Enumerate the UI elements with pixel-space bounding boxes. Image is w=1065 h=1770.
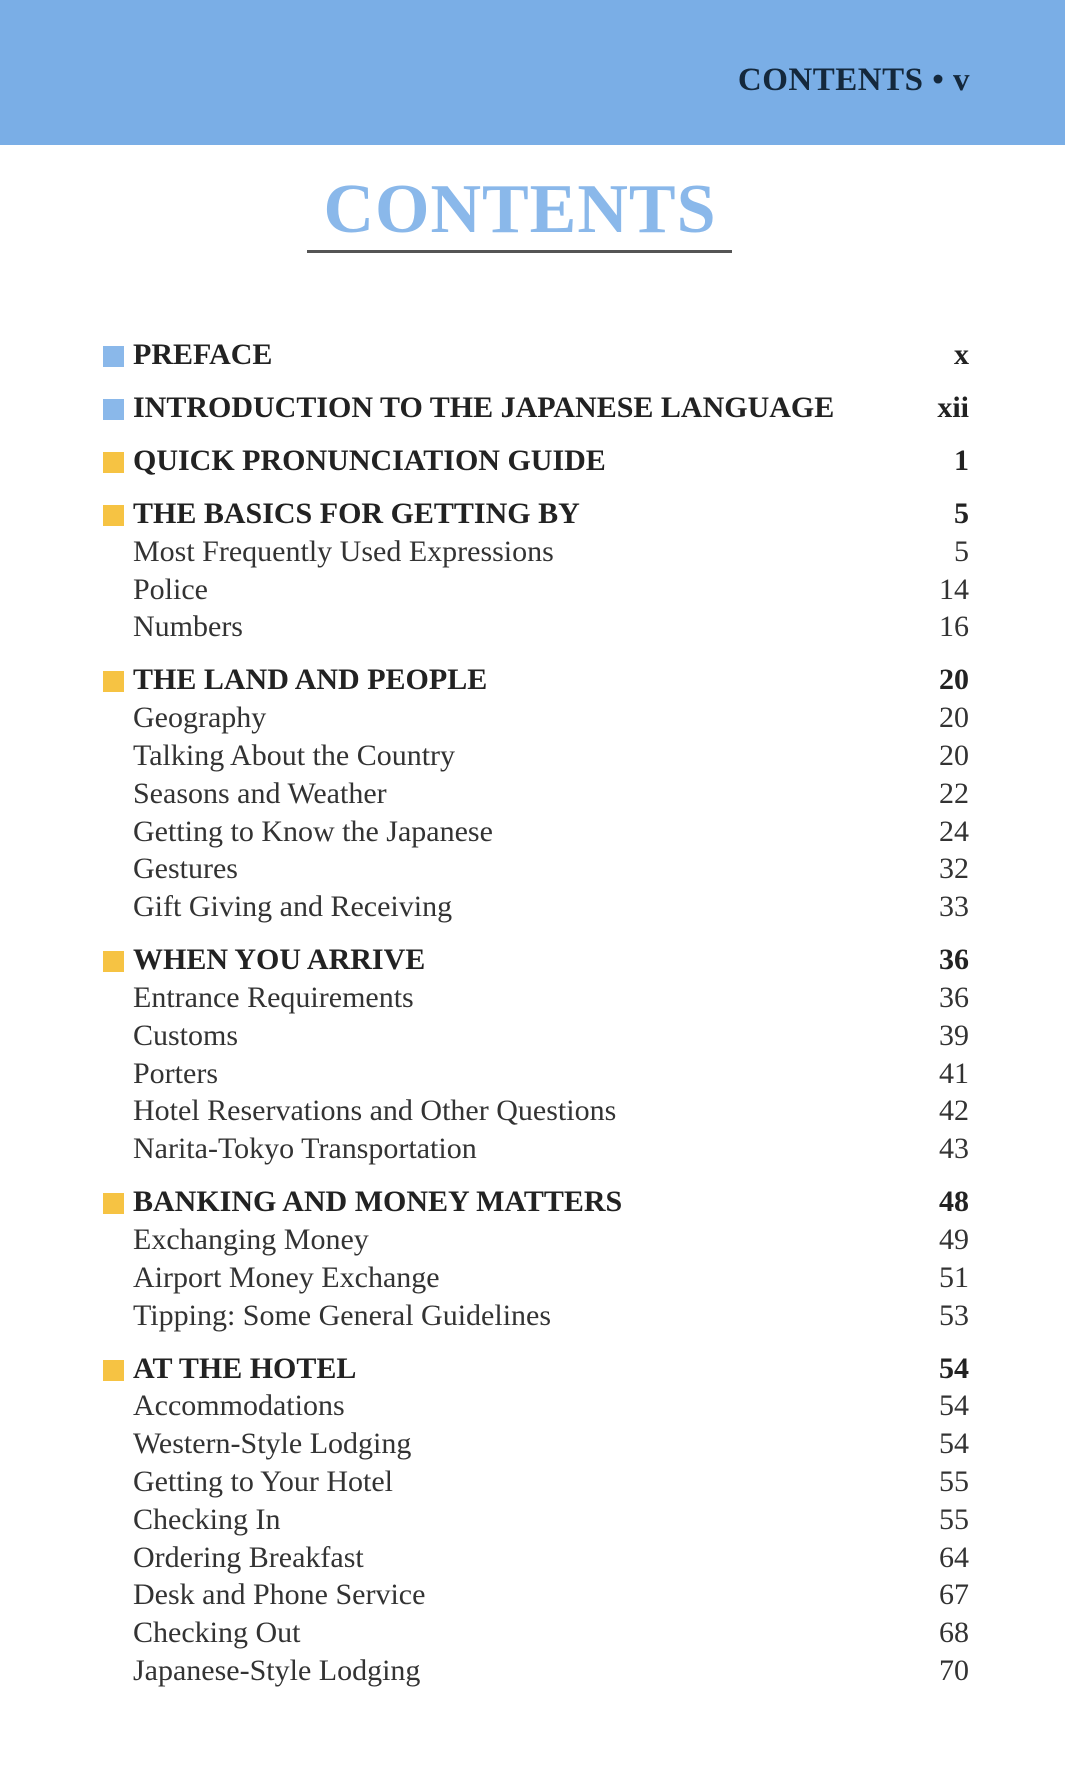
toc-entry[interactable] xyxy=(103,1388,969,1426)
section-title: AT THE HOTEL xyxy=(133,1351,357,1385)
entry-title: Most Frequently Used Expressions xyxy=(133,534,554,568)
entry-page-number: 53 xyxy=(939,1298,969,1332)
entry-page-number: 67 xyxy=(939,1578,969,1612)
entry-title: Police xyxy=(133,572,208,606)
title-underline xyxy=(307,250,732,253)
square-bullet-icon xyxy=(103,399,124,420)
toc-section xyxy=(103,941,969,1168)
entry-title: Customs xyxy=(133,1018,239,1052)
entry-page-number: 41 xyxy=(939,1056,969,1090)
entry-page-number: 43 xyxy=(939,1132,969,1166)
section-page-number: 48 xyxy=(939,1185,969,1219)
section-page-number: x xyxy=(954,338,969,371)
entry-page-number: 24 xyxy=(939,814,969,848)
entry-page-number: 20 xyxy=(939,701,969,735)
entry-title: Gift Giving and Receiving xyxy=(133,890,453,924)
square-bullet-icon xyxy=(103,505,124,526)
toc-entry[interactable] xyxy=(103,1130,969,1168)
toc-section-heading[interactable] xyxy=(103,336,969,374)
entry-title: Numbers xyxy=(133,610,243,644)
square-bullet-icon xyxy=(103,346,124,367)
toc-entry[interactable] xyxy=(103,699,969,737)
entry-title: Geography xyxy=(133,701,267,735)
toc-entry[interactable] xyxy=(103,1463,969,1501)
section-page-number: 1 xyxy=(954,444,969,477)
toc-entry[interactable] xyxy=(103,775,969,813)
section-page-number: 54 xyxy=(939,1351,969,1385)
toc-entry[interactable] xyxy=(103,1259,969,1297)
entry-title: Tipping: Some General Guidelines xyxy=(133,1298,552,1332)
toc-entry[interactable] xyxy=(103,1652,969,1690)
entry-title: Checking In xyxy=(133,1502,281,1536)
entry-page-number: 5 xyxy=(954,534,969,568)
entry-title: Japanese-Style Lodging xyxy=(133,1654,421,1688)
entry-page-number: 54 xyxy=(939,1389,969,1423)
square-bullet-icon xyxy=(103,671,124,692)
square-bullet-icon xyxy=(103,1360,124,1381)
entry-page-number: 20 xyxy=(939,739,969,773)
toc-section xyxy=(103,442,969,480)
entry-page-number: 55 xyxy=(939,1502,969,1536)
entry-title: Ordering Breakfast xyxy=(133,1540,364,1574)
entry-title: Getting to Your Hotel xyxy=(133,1465,394,1499)
toc-entry[interactable] xyxy=(103,737,969,775)
square-bullet-icon xyxy=(103,1193,124,1214)
entry-title: Narita-Tokyo Transportation xyxy=(133,1132,477,1166)
section-page-number: xii xyxy=(937,391,969,424)
toc-entry[interactable] xyxy=(103,979,969,1017)
entry-title: Hotel Reservations and Other Questions xyxy=(133,1094,617,1128)
toc-entry[interactable] xyxy=(103,571,969,609)
toc-entry[interactable] xyxy=(103,1539,969,1577)
running-head: CONTENTS • v xyxy=(737,62,970,98)
section-page-number: 36 xyxy=(939,943,969,977)
entry-title: Seasons and Weather xyxy=(133,776,387,810)
toc-entry[interactable] xyxy=(103,851,969,889)
entry-page-number: 42 xyxy=(939,1094,969,1128)
entry-page-number: 51 xyxy=(939,1260,969,1294)
entry-page-number: 22 xyxy=(939,776,969,810)
entry-title: Porters xyxy=(133,1056,218,1090)
entry-page-number: 33 xyxy=(939,890,969,924)
entry-title: Getting to Know the Japanese xyxy=(133,814,493,848)
entry-page-number: 32 xyxy=(939,852,969,886)
toc-entry[interactable] xyxy=(103,1614,969,1652)
section-page-number: 5 xyxy=(954,497,969,530)
toc-section-heading[interactable] xyxy=(103,1183,969,1221)
toc-section-heading[interactable] xyxy=(103,1350,969,1388)
toc-entry[interactable] xyxy=(103,888,969,926)
entry-title: Western-Style Lodging xyxy=(133,1427,412,1461)
toc-entry[interactable] xyxy=(103,1093,969,1131)
entry-title: Gestures xyxy=(133,852,238,886)
toc-entry[interactable] xyxy=(103,1501,969,1539)
toc-entry[interactable] xyxy=(103,1297,969,1335)
toc-entry[interactable] xyxy=(103,1221,969,1259)
square-bullet-icon xyxy=(103,452,124,473)
entry-page-number: 55 xyxy=(939,1465,969,1499)
toc-section xyxy=(103,495,969,646)
entry-page-number: 70 xyxy=(939,1654,969,1688)
square-bullet-icon xyxy=(103,951,124,972)
toc-section xyxy=(103,1183,969,1334)
entry-title: Checking Out xyxy=(133,1616,301,1650)
entry-page-number: 39 xyxy=(939,1018,969,1052)
toc-section xyxy=(103,661,969,926)
toc-section-heading[interactable] xyxy=(103,495,969,533)
toc-entry[interactable] xyxy=(103,609,969,647)
toc-entry[interactable] xyxy=(103,1017,969,1055)
section-title: PREFACE xyxy=(133,338,273,371)
entry-page-number: 64 xyxy=(939,1540,969,1574)
entry-page-number: 14 xyxy=(939,572,969,606)
entry-page-number: 36 xyxy=(939,981,969,1015)
entry-title: Desk and Phone Service xyxy=(133,1578,426,1612)
table-of-contents xyxy=(103,336,969,1705)
toc-entry[interactable] xyxy=(103,533,969,571)
toc-section xyxy=(103,1350,969,1690)
page-title: CONTENTS xyxy=(323,171,717,248)
entry-title: Talking About the Country xyxy=(133,739,456,773)
section-title: QUICK PRONUNCIATION GUIDE xyxy=(133,444,606,477)
toc-section-heading[interactable] xyxy=(103,442,969,480)
entry-title: Accommodations xyxy=(133,1389,345,1423)
entry-title: Entrance Requirements xyxy=(133,981,414,1015)
entry-title: Airport Money Exchange xyxy=(133,1260,440,1294)
section-title: THE BASICS FOR GETTING BY xyxy=(133,497,580,530)
entry-page-number: 54 xyxy=(939,1427,969,1461)
toc-entry[interactable] xyxy=(103,1055,969,1093)
section-page-number: 20 xyxy=(939,663,969,697)
toc-entry[interactable] xyxy=(103,1425,969,1463)
toc-section xyxy=(103,389,969,427)
entry-page-number: 68 xyxy=(939,1616,969,1650)
entry-page-number: 49 xyxy=(939,1223,969,1257)
toc-section-heading[interactable] xyxy=(103,941,969,979)
toc-section-heading[interactable] xyxy=(103,389,969,427)
entry-page-number: 16 xyxy=(939,610,969,644)
section-title: THE LAND AND PEOPLE xyxy=(133,663,488,697)
section-title: WHEN YOU ARRIVE xyxy=(133,943,426,977)
toc-section xyxy=(103,336,969,374)
toc-entry[interactable] xyxy=(103,813,969,851)
section-title: BANKING AND MONEY MATTERS xyxy=(133,1185,623,1219)
toc-entry[interactable] xyxy=(103,1577,969,1615)
toc-section-heading[interactable] xyxy=(103,661,969,699)
section-title: INTRODUCTION TO THE JAPANESE LANGUAGE xyxy=(133,391,835,424)
entry-title: Exchanging Money xyxy=(133,1223,369,1257)
